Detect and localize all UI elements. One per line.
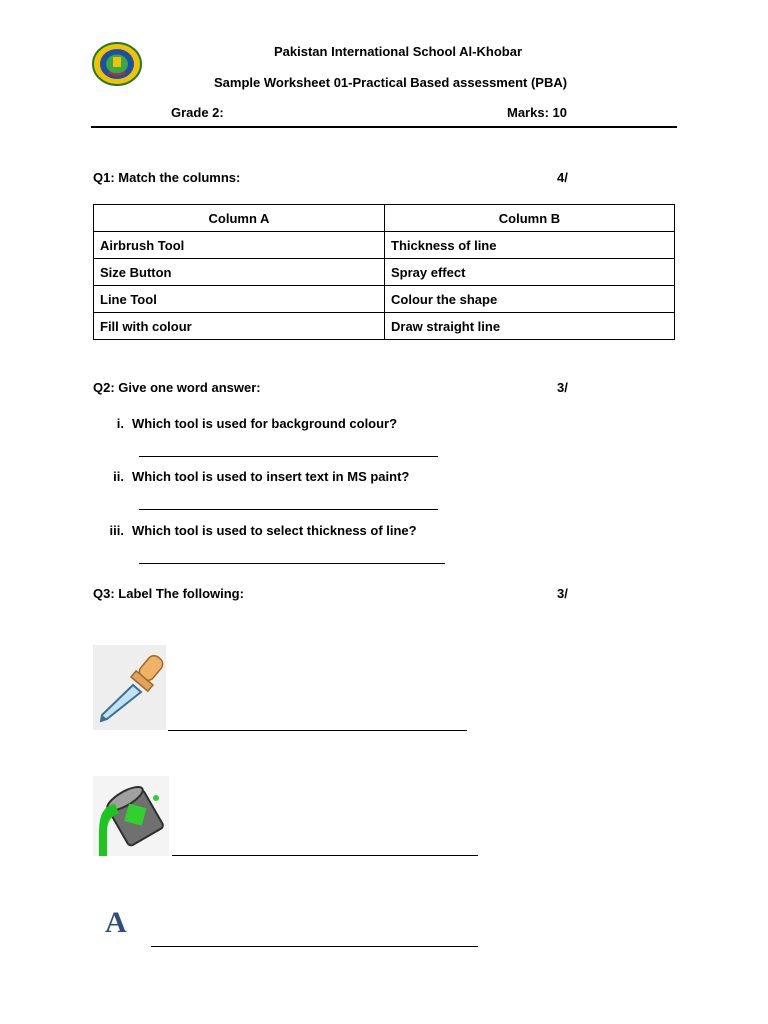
table-cell: Fill with colour [94,313,385,340]
question-text: Which tool is used to insert text in MS paint? [132,469,410,484]
question-number: iii. [109,523,124,538]
table-cell: Spray effect [385,259,675,286]
answer-line[interactable] [139,456,438,457]
q3-title: Q3: Label The following: [93,586,244,601]
table-cell: Airbrush Tool [94,232,385,259]
table-row [94,259,675,286]
table-row [94,286,675,313]
table-header-row [94,205,675,232]
fill-bucket-icon [93,776,169,856]
school-name: Pakistan International School Al-Khobar [274,44,522,59]
table-row [94,313,675,340]
header-divider [91,126,677,128]
q1-marks: 4/ [557,170,568,185]
question-number: i. [116,416,124,431]
marks-label: Marks: 10 [507,105,567,120]
column-a-header: Column A [94,205,385,232]
table-cell: Line Tool [94,286,385,313]
school-logo [92,42,142,86]
question-item [101,523,417,538]
q2-marks: 3/ [557,380,568,395]
table-row [94,232,675,259]
question-item [101,416,397,431]
table-cell: Colour the shape [385,286,675,313]
table-cell: Thickness of line [385,232,675,259]
q1-title: Q1: Match the columns: [93,170,241,185]
answer-line[interactable] [168,730,467,731]
match-columns-table [93,204,675,340]
q3-marks: 3/ [557,586,568,601]
column-b-header: Column B [385,205,675,232]
question-text: Which tool is used for background colour? [132,416,398,431]
question-item [101,469,409,484]
q2-title: Q2: Give one word answer: [93,380,261,395]
worksheet-title: Sample Worksheet 01-Practical Based assessment (PBA) [214,75,568,90]
table-cell: Draw straight line [385,313,675,340]
table-cell: Size Button [94,259,385,286]
answer-line[interactable] [139,509,438,510]
question-number: ii. [113,469,124,484]
answer-line[interactable] [172,855,478,856]
color-picker-icon [93,645,166,730]
text-tool-icon: A [105,906,127,939]
answer-line[interactable] [151,946,478,947]
question-text: Which tool is used to select thickness of line? [132,523,417,538]
answer-line[interactable] [139,563,445,564]
grade-label: Grade 2: [171,105,224,120]
